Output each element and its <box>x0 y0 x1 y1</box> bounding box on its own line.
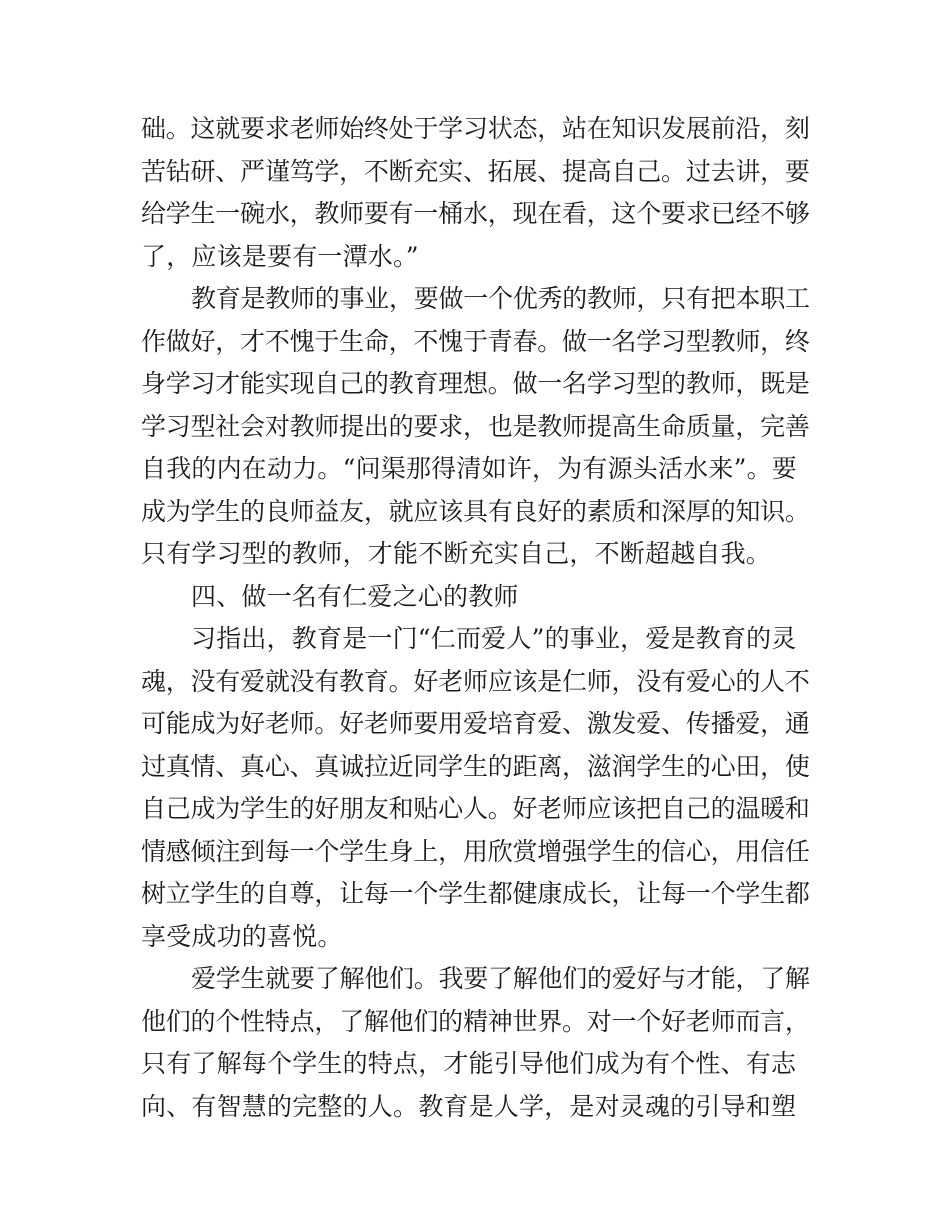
text-line: 给学生一碗水，教师要有一桶水，现在看，这个要求已经不够 <box>141 199 810 228</box>
paragraph-start-line: 爱学生就要了解他们。我要了解他们的爱好与才能，了解 <box>191 964 810 993</box>
text-line: 只有学习型的教师，才能不断充实自己，不断超越自我。 <box>141 539 772 568</box>
body-text <box>141 108 811 1128</box>
text-line: 魂，没有爱就没有教育。好老师应该是仁师，没有爱心的人不 <box>141 666 810 696</box>
text-line: 过真情、真心、真诚拉近同学生的距离，滋润学生的心田，使 <box>141 751 810 781</box>
text-line: 享受成功的喜悦。 <box>141 921 343 951</box>
text-line: 学习型社会对教师提出的要求，也是教师提高生命质量，完善 <box>141 411 810 441</box>
text-line: 向、有智慧的完整的人。教育是人学，是对灵魂的引导和塑 <box>141 1091 797 1121</box>
text-line: 自我的内在动力。“问渠那得清如许，为有源头活水来”。要 <box>141 454 797 483</box>
text-line: 身学习才能实现自己的教育理想。做一名学习型的教师，既是 <box>141 369 810 398</box>
text-line: 础。这就要求老师始终处于学习状态，站在知识发展前沿，刻 <box>141 114 810 143</box>
paragraph-start-line: 习指出，教育是一门“仁而爱人”的事业，爱是教育的灵 <box>191 624 797 653</box>
text-line: 成为学生的良师益友，就应该具有良好的素质和深厚的知识。 <box>141 496 810 526</box>
text-line: 树立学生的自尊，让每一个学生都健康成长，让每一个学生都 <box>141 879 810 908</box>
text-line: 只有了解每个学生的特点，才能引导他们成为有个性、有志 <box>141 1049 797 1078</box>
text-line: 情感倾注到每一个学生身上，用欣赏增强学生的信心，用信任 <box>141 836 810 866</box>
text-line: 自己成为学生的好朋友和贴心人。好老师应该把自己的温暖和 <box>141 794 810 823</box>
text-line: 可能成为好老师。好老师要用爱培育爱、激发爱、传播爱，通 <box>141 709 810 738</box>
text-line: 他们的个性特点，了解他们的精神世界。对一个好老师而言， <box>141 1006 810 1036</box>
paragraph-start-line: 教育是教师的事业，要做一个优秀的教师，只有把本职工 <box>191 284 810 313</box>
section-heading: 四、做一名有仁爱之心的教师 <box>191 581 519 611</box>
text-line: 了，应该是要有一潭水。” <box>141 241 419 271</box>
text-line: 作做好，才不愧于生命，不愧于青春。做一名学习型教师，终 <box>141 326 810 356</box>
text-line: 苦钻研、严谨笃学，不断充实、拓展、提高自己。过去讲，要 <box>141 156 810 186</box>
